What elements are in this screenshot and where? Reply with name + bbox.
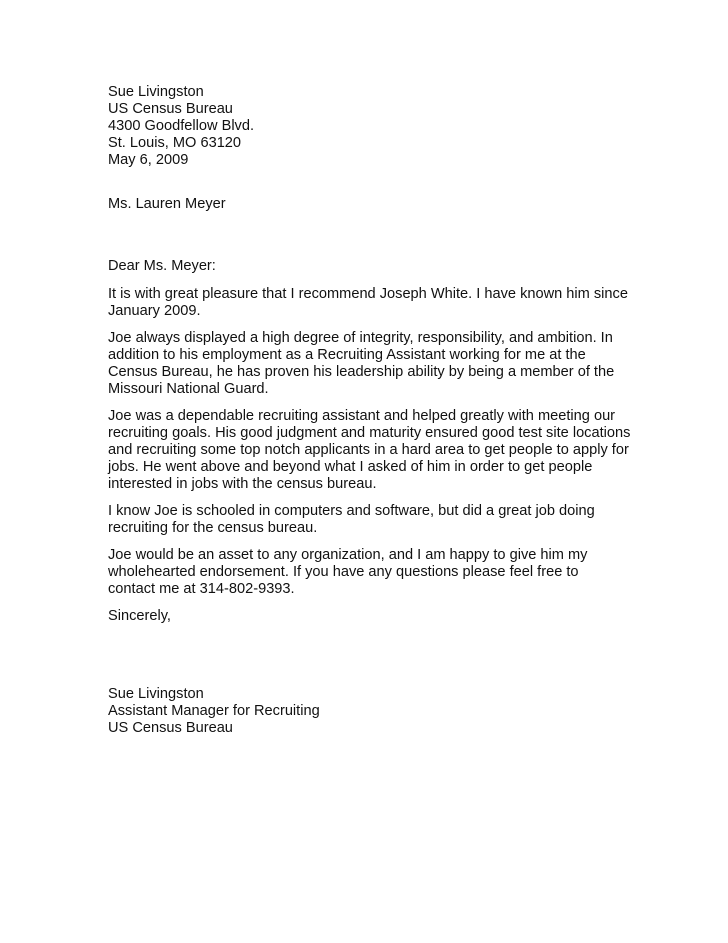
paragraph-line: contact me at 314-802-9393.: [108, 581, 295, 597]
paragraph-line: Joe always displayed a high degree of integrity, responsibility, and ambition. In: [108, 330, 613, 346]
signature-organization: US Census Bureau: [108, 720, 233, 736]
sender-organization: US Census Bureau: [108, 101, 233, 117]
letter-date: May 6, 2009: [108, 152, 189, 168]
paragraph-line: Joe was a dependable recruiting assistant and helped greatly with meeting our: [108, 408, 616, 424]
body-paragraph-2: [108, 330, 628, 398]
paragraph-line: and recruiting some top notch applicants in a hard area to get people to apply for: [108, 442, 629, 458]
paragraph-line: addition to his employment as a Recruiting Assistant working for me at the: [108, 347, 586, 363]
paragraph-line: I know Joe is schooled in computers and software, but did a great job doing: [108, 503, 595, 519]
closing: [108, 608, 628, 625]
paragraph-line: jobs. He went above and beyond what I asked of him in order to get people: [108, 459, 593, 475]
signature-title: Assistant Manager for Recruiting: [108, 703, 320, 719]
salutation-text: Dear Ms. Meyer:: [108, 258, 216, 274]
signature-block: [108, 686, 628, 737]
body-paragraph-5: [108, 547, 628, 598]
paragraph-line: wholehearted endorsement. If you have any questions please feel free to: [108, 564, 579, 580]
paragraph-line: January 2009.: [108, 303, 201, 319]
recommendation-letter: [108, 84, 631, 737]
salutation: [108, 258, 628, 275]
recipient-block: [108, 196, 628, 213]
paragraph-line: interested in jobs with the census bureau.: [108, 476, 377, 492]
signature-name: Sue Livingston: [108, 686, 204, 702]
sender-city-state-zip: St. Louis, MO 63120: [108, 135, 242, 151]
paragraph-line: recruiting goals. His good judgment and maturity ensured good test site locations: [108, 425, 631, 441]
paragraph-line: It is with great pleasure that I recommend Joseph White. I have known him since: [108, 286, 628, 302]
sender-street: 4300 Goodfellow Blvd.: [108, 118, 255, 134]
sender-name: Sue Livingston: [108, 84, 204, 100]
sender-address-block: [108, 84, 628, 169]
paragraph-line: Census Bureau, he has proven his leadership ability by being a member of the: [108, 364, 615, 380]
paragraph-line: Joe would be an asset to any organization, and I am happy to give him my: [108, 547, 588, 563]
body-paragraph-4: [108, 503, 628, 537]
recipient-name: Ms. Lauren Meyer: [108, 196, 226, 212]
paragraph-line: recruiting for the census bureau.: [108, 520, 318, 536]
body-paragraph-3: [108, 408, 631, 493]
body-paragraph-1: [108, 286, 628, 320]
paragraph-line: Missouri National Guard.: [108, 381, 269, 397]
closing-text: Sincerely,: [108, 608, 171, 624]
